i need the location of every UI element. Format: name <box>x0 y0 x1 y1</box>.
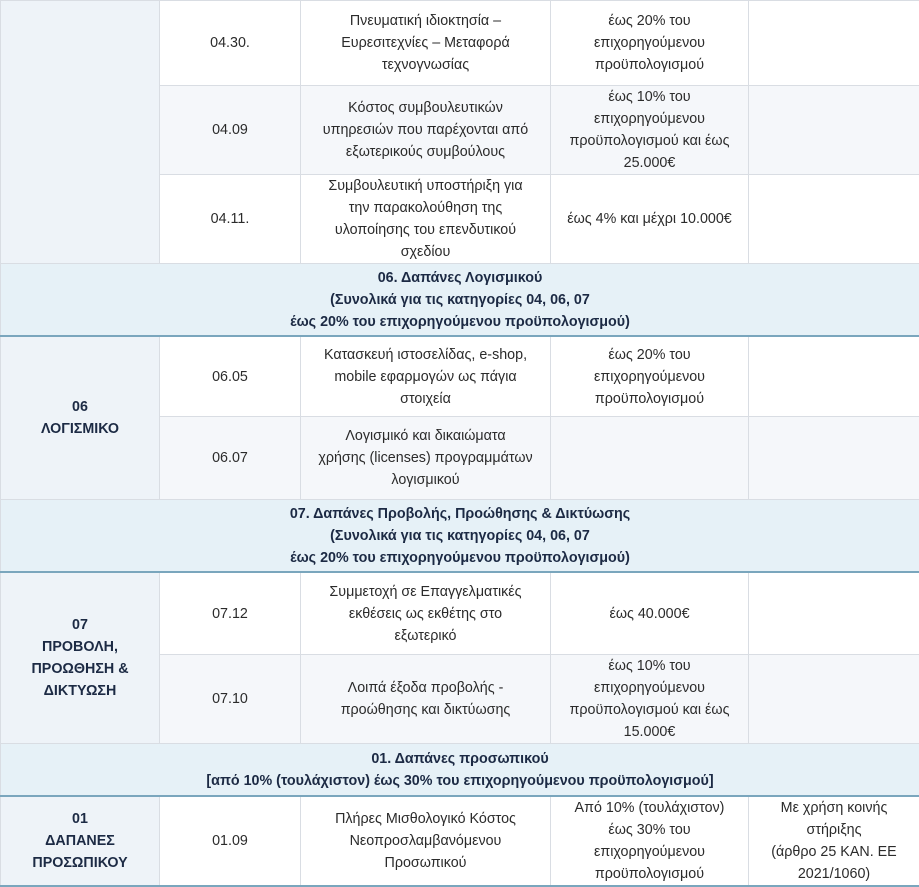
expense-code: 04.30. <box>160 1 301 86</box>
expense-code: 04.09 <box>160 86 301 175</box>
expense-code: 07.10 <box>160 655 301 744</box>
table-row <box>1 1 919 86</box>
section-header-promotion: 07. Δαπάνες Προβολής, Προώθησης & Δικτύωσης (Συνολικά για τις κατηγορίες 04, 06, 07 έως 20% του επιχορηγούμενου προϋπολογισμού) <box>1 500 919 573</box>
expense-description: Συμμετοχή σε Επαγγελματικές εκθέσεις ως εκθέτης στο εξωτερικό <box>301 572 551 655</box>
expense-description: Πνευματική ιδιοκτησία – Ευρεσιτεχνίες – Μεταφορά τεχνογνωσίας <box>301 1 551 86</box>
expense-note <box>749 336 919 417</box>
table-row <box>1 796 919 886</box>
category-cell-04 <box>1 1 160 264</box>
expense-description: Πλήρες Μισθολογικό Κόστος Νεοπροσλαμβανόμενου Προσωπικού <box>301 796 551 886</box>
expense-note <box>749 417 919 500</box>
section-header-software: 06. Δαπάνες Λογισμικού (Συνολικά για τις κατηγορίες 04, 06, 07 έως 20% του επιχορηγούμενου προϋπολογισμού) <box>1 264 919 337</box>
section-header-personnel: 01. Δαπάνες προσωπικού [από 10% (τουλάχιστον) έως 30% του επιχορηγούμενου προϋπολογισμού] <box>1 744 919 797</box>
expense-limit: έως 10% του επιχορηγούμενου προϋπολογισμού και έως 25.000€ <box>551 86 749 175</box>
expense-description: Συμβουλευτική υποστήριξη για την παρακολούθηση της υλοποίησης του επενδυτικού σχεδίου <box>301 175 551 264</box>
expense-limit: έως 40.000€ <box>551 572 749 655</box>
section-header-row <box>1 264 919 337</box>
expense-note <box>749 572 919 655</box>
expense-limit <box>551 417 749 500</box>
table-row <box>1 336 919 417</box>
section-header-row <box>1 744 919 797</box>
expense-description: Λογισμικό και δικαιώματα χρήσης (licenses) προγραμμάτων λογισμικού <box>301 417 551 500</box>
expense-note <box>749 175 919 264</box>
expense-code: 07.12 <box>160 572 301 655</box>
expense-code: 01.09 <box>160 796 301 886</box>
expense-note: Με χρήση κοινής στήριξης (άρθρο 25 ΚΑΝ. ΕΕ 2021/1060) <box>749 796 919 886</box>
expense-code: 04.11. <box>160 175 301 264</box>
expense-limit: έως 4% και μέχρι 10.000€ <box>551 175 749 264</box>
expense-limit: Από 10% (τουλάχιστον) έως 30% του επιχορηγούμενου προϋπολογισμού <box>551 796 749 886</box>
expense-description: Κατασκευή ιστοσελίδας, e-shop, mobile εφαρμογών ως πάγια στοιχεία <box>301 336 551 417</box>
expense-description: Λοιπά έξοδα προβολής - προώθησης και δικτύωσης <box>301 655 551 744</box>
expense-code: 06.05 <box>160 336 301 417</box>
expense-note <box>749 655 919 744</box>
expense-limit: έως 20% του επιχορηγούμενου προϋπολογισμού <box>551 1 749 86</box>
category-cell-01: 01 ΔΑΠΑΝΕΣ ΠΡΟΣΩΠΙΚΟΥ <box>1 796 160 886</box>
expense-limit: έως 20% του επιχορηγούμενου προϋπολογισμού <box>551 336 749 417</box>
category-cell-07: 07 ΠΡΟΒΟΛΗ, ΠΡΟΩΘΗΣΗ & ΔΙΚΤΥΩΣΗ <box>1 572 160 744</box>
category-cell-06: 06 ΛΟΓΙΣΜΙΚΟ <box>1 336 160 500</box>
section-header-row <box>1 500 919 573</box>
expense-description: Κόστος συμβουλευτικών υπηρεσιών που παρέχονται από εξωτερικούς συμβούλους <box>301 86 551 175</box>
table-row <box>1 572 919 655</box>
expense-code: 06.07 <box>160 417 301 500</box>
expense-note <box>749 1 919 86</box>
expense-note <box>749 86 919 175</box>
expense-limit: έως 10% του επιχορηγούμενου προϋπολογισμού και έως 15.000€ <box>551 655 749 744</box>
